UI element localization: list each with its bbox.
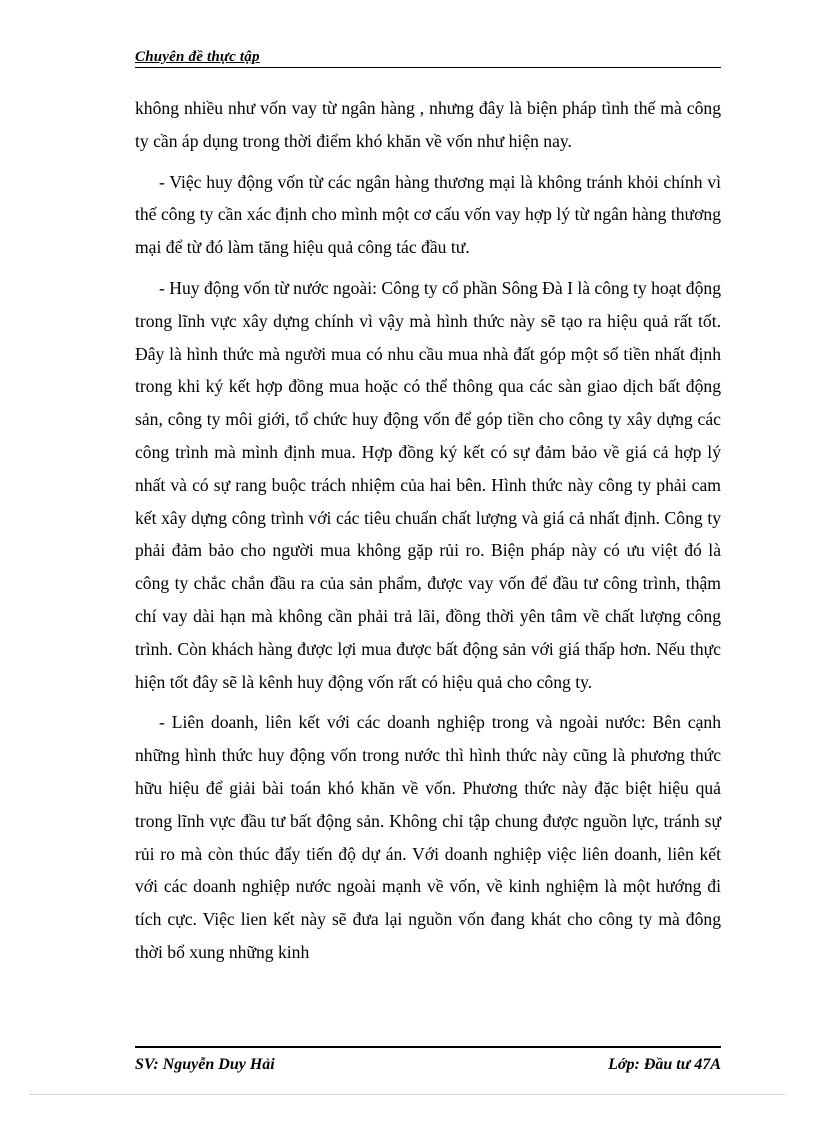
document-body <box>135 92 721 977</box>
paragraph: - Việc huy động vốn từ các ngân hàng thương mại là không tránh khỏi chính vì thế công ty cần xác định cho mình một cơ cấu vốn vay hợp lý từ ngân hàng thương mại để từ đó làm tăng hiệu quả công tác đầu tư. <box>135 171 721 258</box>
page-header <box>135 48 721 68</box>
header-title: Chuyên đề thực tập <box>135 49 260 65</box>
footer-divider <box>135 1046 721 1048</box>
footer-student: SV: Nguyễn Duy Hải <box>135 1056 275 1073</box>
paragraph: không nhiều như vốn vay từ ngân hàng , nhưng đây là biện pháp tình thế mà công ty cần áp dụng trong thời điểm khó khăn về vốn như hiện nay. <box>135 98 721 151</box>
footer-class: Lớp: Đầu tư 47A <box>608 1056 721 1073</box>
page-bottom-divider <box>30 1094 786 1095</box>
paragraph: - Huy động vốn từ nước ngoài: Công ty cổ phần Sông Đà I là công ty hoạt động trong lĩnh vực xây dựng chính vì vậy mà hình thức này sẽ tạo ra hiệu quả rất tốt. Đây là hình thức mà người mua có nhu cầu mua nhà đất góp một số tiền nhất định trong khi ký kết hợp đồng mua hoặc có thể thông qua các sàn giao dịch bất động sản, công ty môi giới, tổ chức huy động vốn để góp tiền cho công ty xây dựng các công trình mà mình định mua. Hợp đồng ký kết có sự đảm bảo về giá cả hợp lý nhất và có sự rang buộc trách nhiệm của hai bên. Hình thức này công ty phải cam kết xây dựng công trình với các tiêu chuẩn chất lượng và giá cả nhất định. Công ty phải đảm bảo cho người mua không gặp rủi ro. Biện pháp này có ưu việt đó là công ty chắc chắn đầu ra của sản phẩm, được vay vốn để đầu tư công trình, thậm chí vay dài hạn mà không cần phải trả lãi, đồng thời yên tâm về chất lượng công trình. Còn khách hàng được lợi mua được bất động sản với giá thấp hơn. Nếu thực hiện tốt đây sẽ là kênh huy động vốn rất có hiệu quả cho công ty. <box>135 277 721 692</box>
paragraph: - Liên doanh, liên kết với các doanh nghiệp trong và ngoài nước: Bên cạnh những hình thức huy động vốn trong nước thì hình thức này cũng là phương thức hữu hiệu để giải bài toán khó khăn về vốn. Phương thức này đặc biệt hiệu quả trong lĩnh vực đầu tư bất động sản. Không chỉ tập chung được nguồn lực, tránh sự rủi ro mà còn thúc đẩy tiến độ dự án. Với doanh nghiệp việc liên doanh, liên kết với các doanh nghiệp nước ngoài mạnh về vốn, về kinh nghiệm là một hướng đi tích cực. Việc lien kết này sẽ đưa lại nguồn vốn đang khát cho công ty mà đông thời bổ xung những kinh <box>135 712 721 962</box>
page-footer <box>135 1054 721 1076</box>
